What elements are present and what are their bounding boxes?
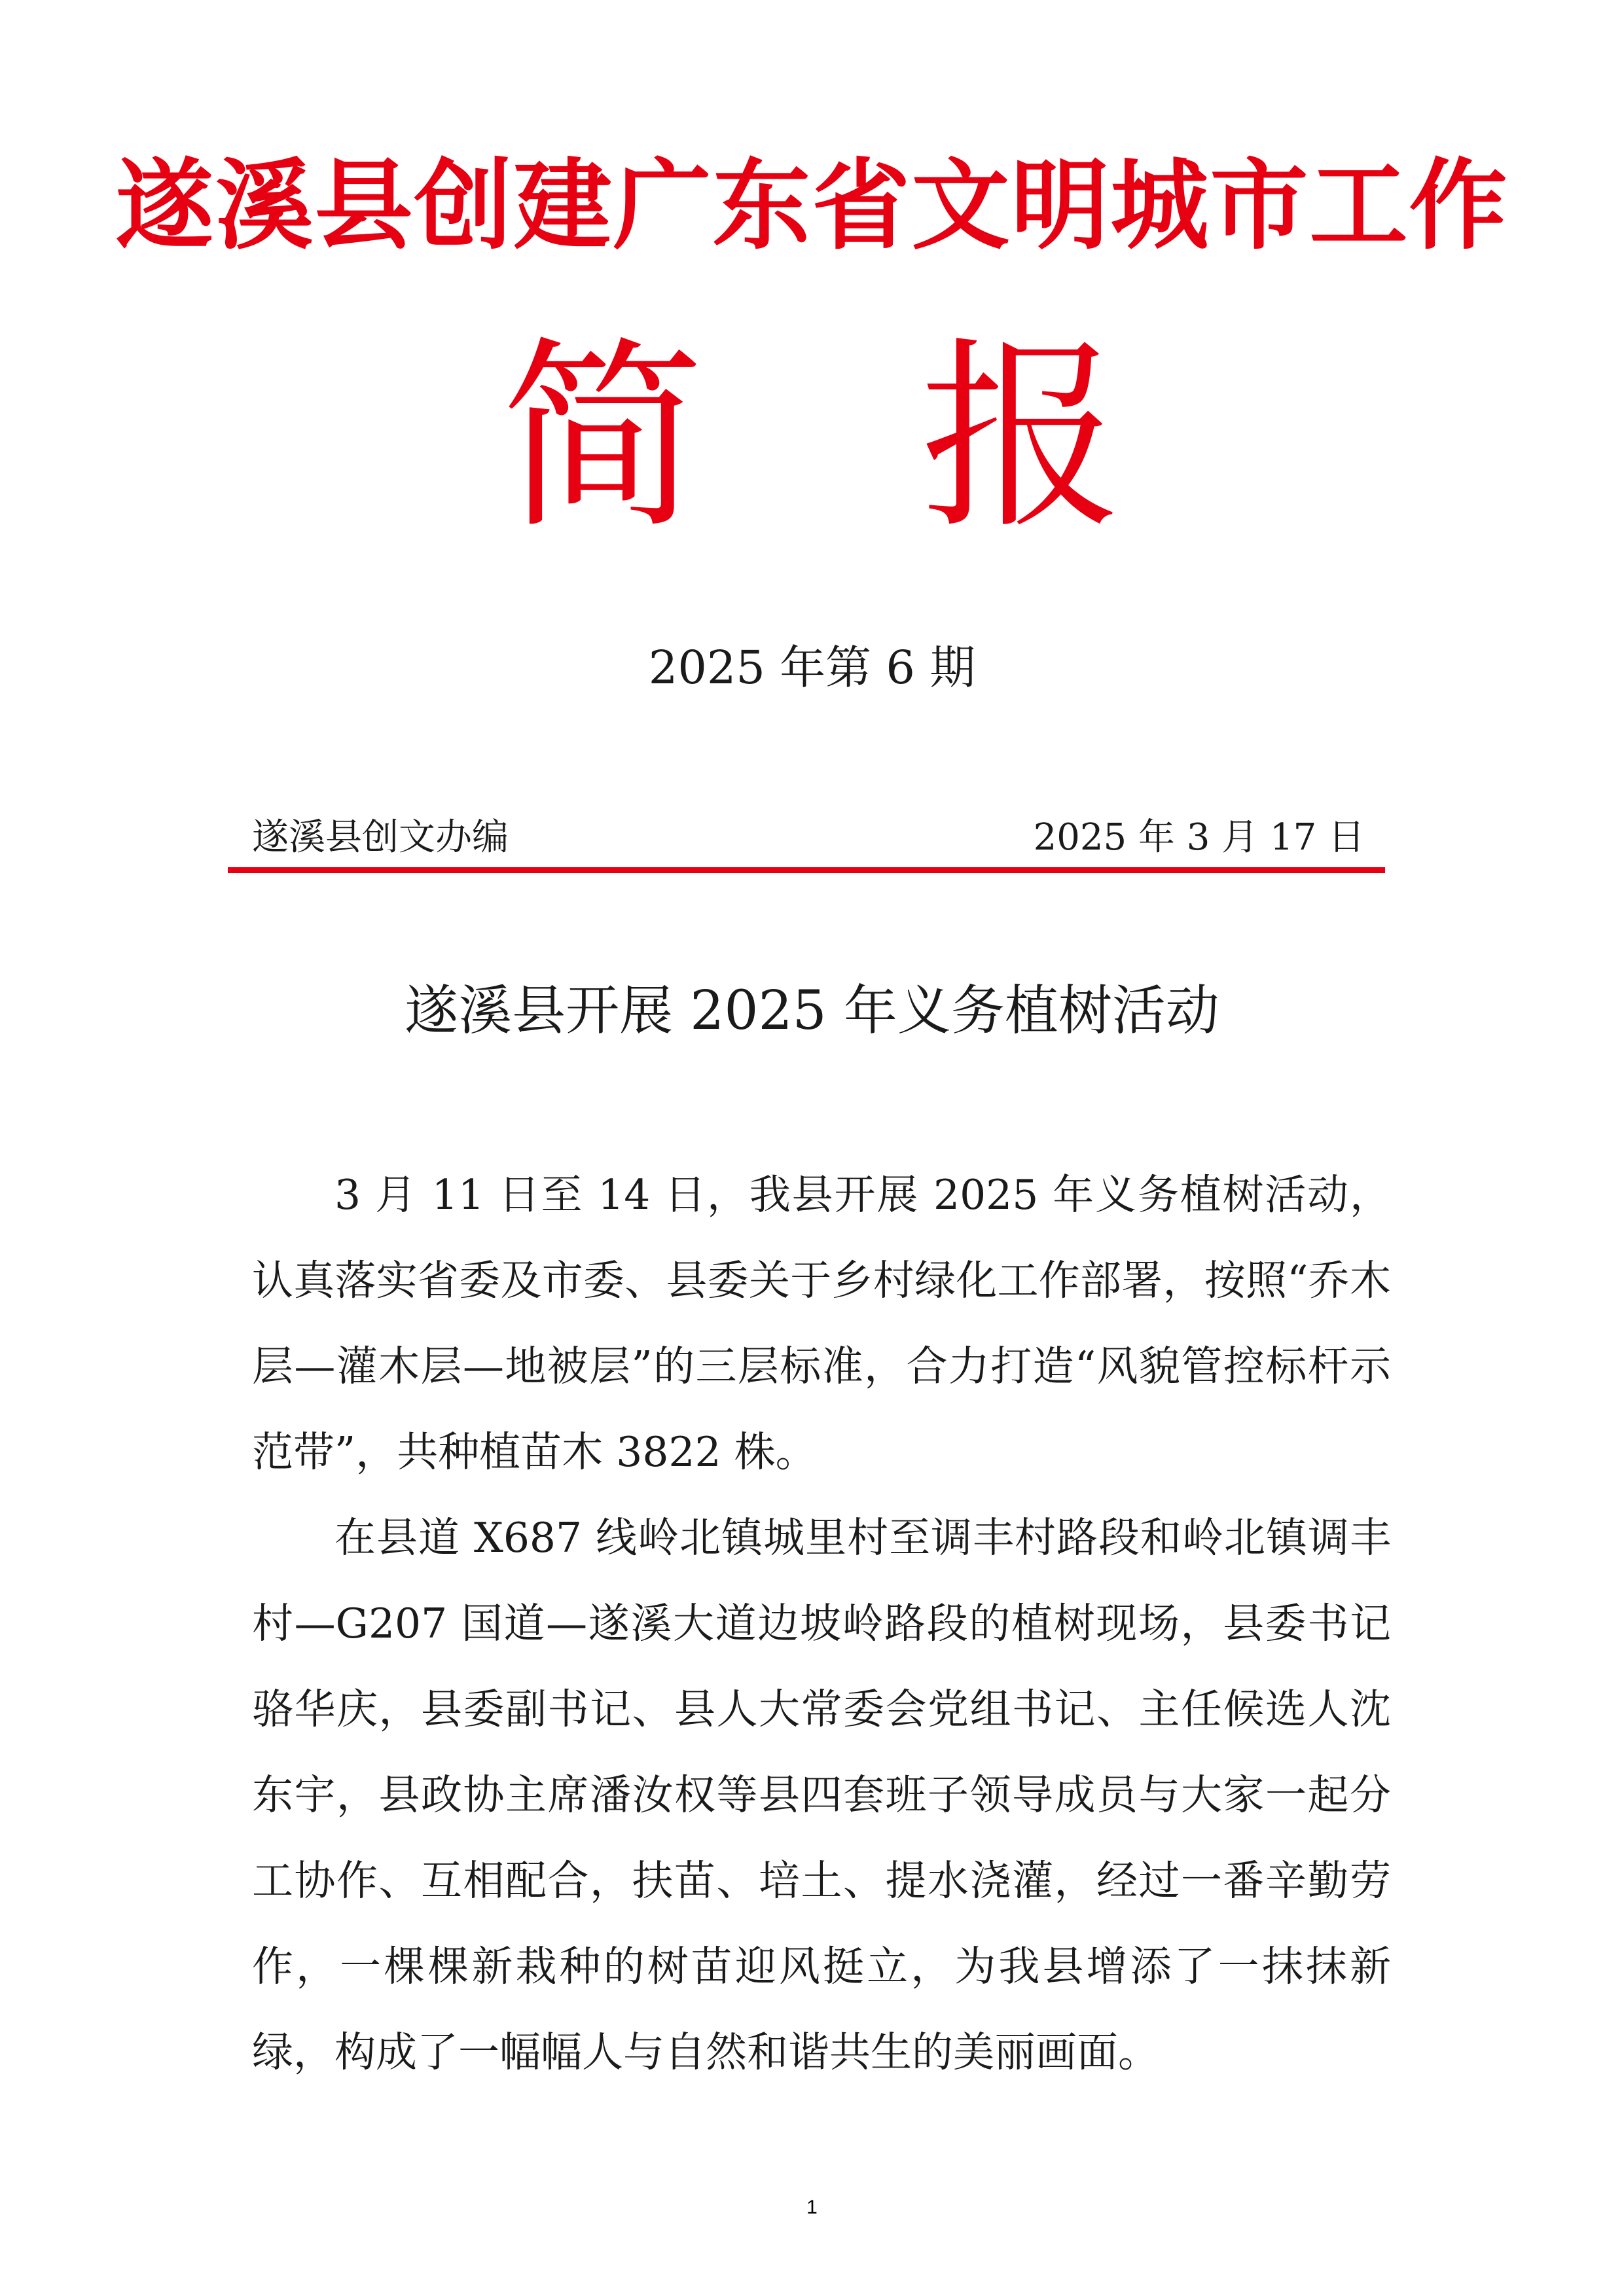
article-body: [252, 1152, 1391, 2095]
masthead-subtitle-char-1: 简: [501, 320, 704, 556]
masthead-subtitle-char-2: 报: [920, 320, 1123, 556]
editor-label: 遂溪县创文办编: [252, 816, 509, 859]
page-number: 1: [806, 2197, 818, 2218]
issue-number: 2025 年第 6 期: [648, 641, 976, 694]
article-paragraph: 3 月 11 日至 14 日，我县开展 2025 年义务植树活动，认真落实省委及市委、县委关于乡村绿化工作部署，按照“乔木层—灌木层—地被层”的三层标准，合力打造“风貌管控标杆示范带”，共种植苗木 3822 株。: [252, 1171, 1391, 1476]
header-divider: [228, 867, 1385, 873]
masthead-title: 遂溪县创建广东省文明城市工作: [115, 149, 1509, 263]
masthead-subtitle: [0, 320, 1624, 556]
article-paragraph: 在县道 X687 线岭北镇城里村至调丰村路段和岭北镇调丰村—G207 国道—遂溪大道边坡岭路段的植树现场，县委书记骆华庆，县委副书记、县人大常委会党组书记、主任候选人沈东宇，县政协主席潘汝权等县四套班子领导成员与大家一起分工协作、互相配合，扶苗、培土、提水浇灌，经过一番辛勤劳作，一棵棵新栽种的树苗迎风挺立，为我县增添了一抹抹新绿，构成了一幅幅人与自然和谐共生的美丽画面。: [252, 1514, 1391, 2076]
publication-date: 2025 年 3 月 17 日: [1033, 816, 1365, 859]
article-title: 遂溪县开展 2025 年义务植树活动: [405, 980, 1219, 1042]
